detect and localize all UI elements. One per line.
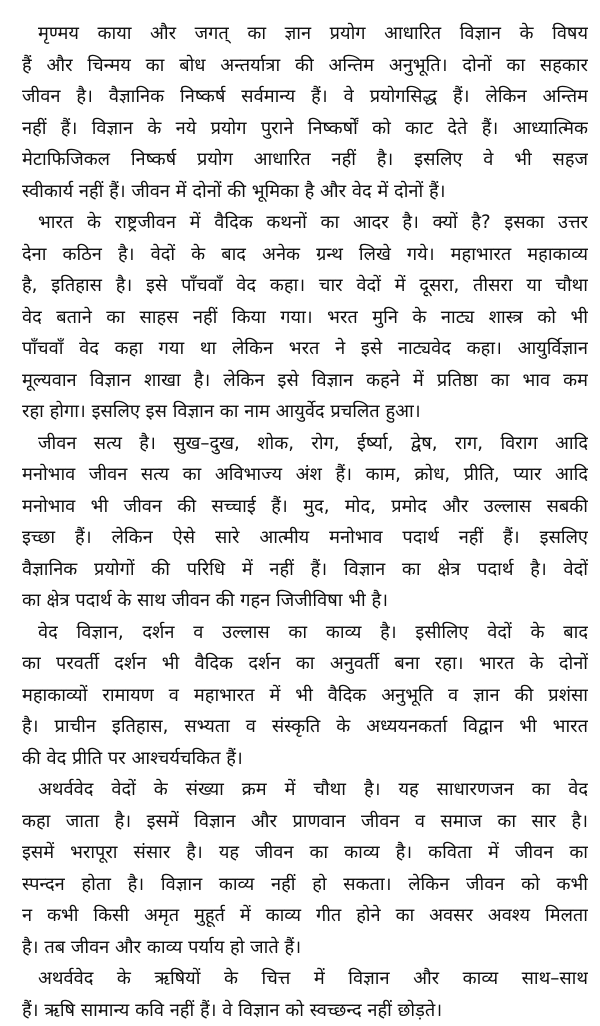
text-line: मनोभाव भी जीवन की सच्चाई हैं। मुद, मोद, प्रमोद और उल्लास सबकी <box>22 491 588 523</box>
text-line: इच्छा हैं। लेकिन ऐसे सारे आत्मीय मनोभाव पदार्थ नहीं हैं। इसलिए <box>22 522 588 554</box>
paragraph <box>22 428 588 617</box>
text-line: मूल्यवान विज्ञान शाखा है। लेकिन इसे विज्ञान कहने में प्रतिष्ठा का भाव कम <box>22 365 588 397</box>
text-line: हैं और चिन्मय का बोध अन्तर्यात्रा की अन्तिम अनुभूति। दोनों का सहकार <box>22 50 588 82</box>
text-line: मेटाफिजिकल निष्कर्ष प्रयोग आधारित नहीं है। इसलिए वे भी सहज <box>22 144 588 176</box>
text-line: अथर्ववेद के ऋषियों के चित्त में विज्ञान और काव्य साथ–साथ <box>22 963 588 995</box>
text-line: का क्षेत्र पदार्थ के साथ जीवन की गहन जिजीविषा भी है। <box>22 585 588 617</box>
paragraph <box>22 18 588 207</box>
text-line: वेद विज्ञान, दर्शन व उल्लास का काव्य है। इसीलिए वेदों के बाद <box>22 617 588 649</box>
text-line: हैं। ऋषि सामान्य कवि नहीं हैं। वे विज्ञान को स्वच्छन्द नहीं छोड़ते। <box>22 995 588 1026</box>
paragraph <box>22 207 588 428</box>
text-line: का परवर्ती दर्शन भी वैदिक दर्शन का अनुवर्ती बना रहा। भारत के दोनों <box>22 648 588 680</box>
text-line: स्पन्दन होता है। विज्ञान काव्य नहीं हो सकता। लेकिन जीवन को कभी <box>22 869 588 901</box>
text-line: देना कठिन है। वेदों के बाद अनेक ग्रन्थ लिखे गये। महाभारत महाकाव्य <box>22 239 588 271</box>
paragraph <box>22 617 588 775</box>
text-line: की वेद प्रीति पर आश्चर्यचकित हैं। <box>22 743 588 775</box>
text-line: रहा होगा। इसलिए इस विज्ञान का नाम आयुर्वेद प्रचलित हुआ। <box>22 396 588 428</box>
text-line: वैज्ञानिक प्रयोगों की परिधि में नहीं हैं। विज्ञान का क्षेत्र पदार्थ है। वेदों <box>22 554 588 586</box>
text-line: है, इतिहास है। इसे पाँचवाँ वेद कहा। चार वेदों में दूसरा, तीसरा या चौथा <box>22 270 588 302</box>
text-line: नहीं हैं। विज्ञान के नये प्रयोग पुराने निष्कर्षों को काट देते हैं। आध्यात्मिक <box>22 113 588 145</box>
paragraph <box>22 963 588 1026</box>
text-line: मृण्मय काया और जगत् का ज्ञान प्रयोग आधारित विज्ञान के विषय <box>22 18 588 50</box>
text-line: स्वीकार्य नहीं हैं। जीवन में दोनों की भूमिका है और वेद में दोनों हैं। <box>22 176 588 208</box>
text-line: न कभी किसी अमृत मुहूर्त में काव्य गीत होने का अवसर अवश्य मिलता <box>22 900 588 932</box>
text-line: भारत के राष्ट्रजीवन में वैदिक कथनों का आदर है। क्यों है? इसका उत्तर <box>22 207 588 239</box>
text-line: अथर्ववेद वेदों के संख्या क्रम में चौथा है। यह साधारणजन का वेद <box>22 774 588 806</box>
text-line: है। प्राचीन इतिहास, सभ्यता व संस्कृति के अध्ययनकर्ता विद्वान भी भारत <box>22 711 588 743</box>
text-line: जीवन है। वैज्ञानिक निष्कर्ष सर्वमान्य हैं। वे प्रयोगसिद्ध हैं। लेकिन अन्तिम <box>22 81 588 113</box>
text-line: पाँचवाँ वेद कहा गया था लेकिन भरत ने इसे नाट्यवेद कहा। आयुर्विज्ञान <box>22 333 588 365</box>
text-line: महाकाव्यों रामायण व महाभारत में भी वैदिक अनुभूति व ज्ञान की प्रशंसा <box>22 680 588 712</box>
text-line: कहा जाता है। इसमें विज्ञान और प्राणवान जीवन व समाज का सार है। <box>22 806 588 838</box>
document-page <box>22 18 588 1026</box>
text-line: मनोभाव जीवन सत्य का अविभाज्य अंश हैं। काम, क्रोध, प्रीति, प्यार आदि <box>22 459 588 491</box>
text-line: जीवन सत्य है। सुख–दुख, शोक, रोग, ईर्ष्या, द्वेष, राग, विराग आदि <box>22 428 588 460</box>
text-line: वेद बताने का साहस नहीं किया गया। भरत मुनि के नाट्य शास्त्र को भी <box>22 302 588 334</box>
text-line: है। तब जीवन और काव्य पर्याय हो जाते हैं। <box>22 932 588 964</box>
paragraph <box>22 774 588 963</box>
text-line: इसमें भरापूरा संसार है। यह जीवन का काव्य है। कविता में जीवन का <box>22 837 588 869</box>
